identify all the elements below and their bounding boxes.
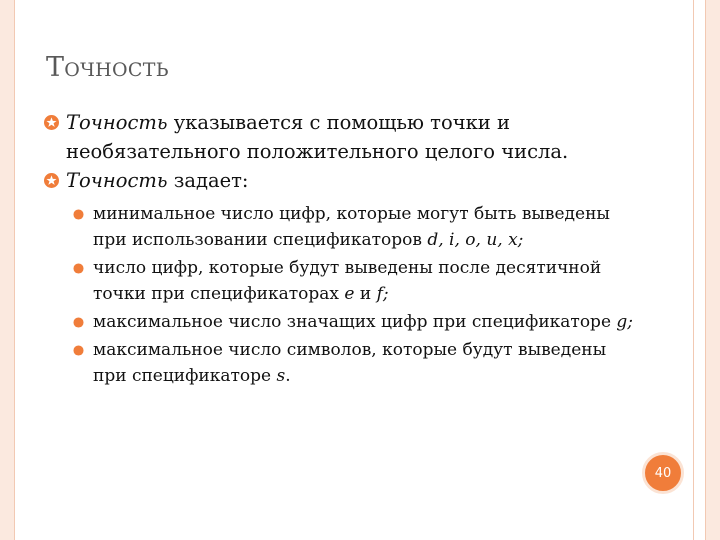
star-bullet-icon	[44, 173, 59, 188]
sub-bullet-item	[44, 201, 634, 253]
sub-bullet-list	[44, 201, 634, 389]
sub-bullet-text: минимальное число цифр, которые могут быть выведены при использовании спецификаторов	[93, 204, 610, 250]
sub-bullet-emphasis: d, i, o, u, x;	[427, 230, 524, 250]
bullet-item	[44, 108, 634, 166]
sub-bullet-text: число цифр, которые будут выведены после десятичной точки при спецификаторах	[93, 258, 602, 304]
right-border-line	[693, 0, 694, 540]
circle-bullet-icon	[73, 345, 84, 356]
slide-content	[44, 108, 634, 391]
sub-bullet-item	[44, 337, 634, 389]
left-border-decoration	[0, 0, 15, 540]
sub-bullet-emphasis: s	[276, 366, 286, 386]
bullet-emphasis: Точность	[66, 169, 168, 192]
sub-bullet-item	[44, 309, 634, 335]
circle-bullet-icon	[73, 263, 84, 274]
sub-bullet-emphasis: g;	[616, 312, 634, 332]
star-bullet-icon	[44, 115, 59, 130]
page-number-badge: 40	[642, 452, 684, 494]
bullet-text: задает:	[167, 169, 249, 192]
slide-title: Точность	[46, 52, 169, 83]
sub-bullet-text: максимальное число символов, которые будут выведены при спецификаторе	[93, 340, 607, 386]
sub-bullet-text: максимальное число значащих цифр при спецификаторе	[93, 312, 617, 332]
sub-bullet-text: и	[354, 284, 377, 304]
sub-bullet-emphasis: f;	[376, 284, 389, 304]
sub-bullet-text: .	[285, 366, 291, 386]
circle-bullet-icon	[73, 209, 84, 220]
right-border-decoration	[705, 0, 720, 540]
sub-bullet-item	[44, 255, 634, 307]
circle-bullet-icon	[73, 317, 84, 328]
bullet-text: указывается с помощью точки и необязательного положительного целого числа.	[66, 111, 569, 163]
sub-bullet-emphasis: e	[344, 284, 355, 304]
bullet-emphasis: Точность	[66, 111, 168, 134]
bullet-item	[44, 166, 634, 195]
